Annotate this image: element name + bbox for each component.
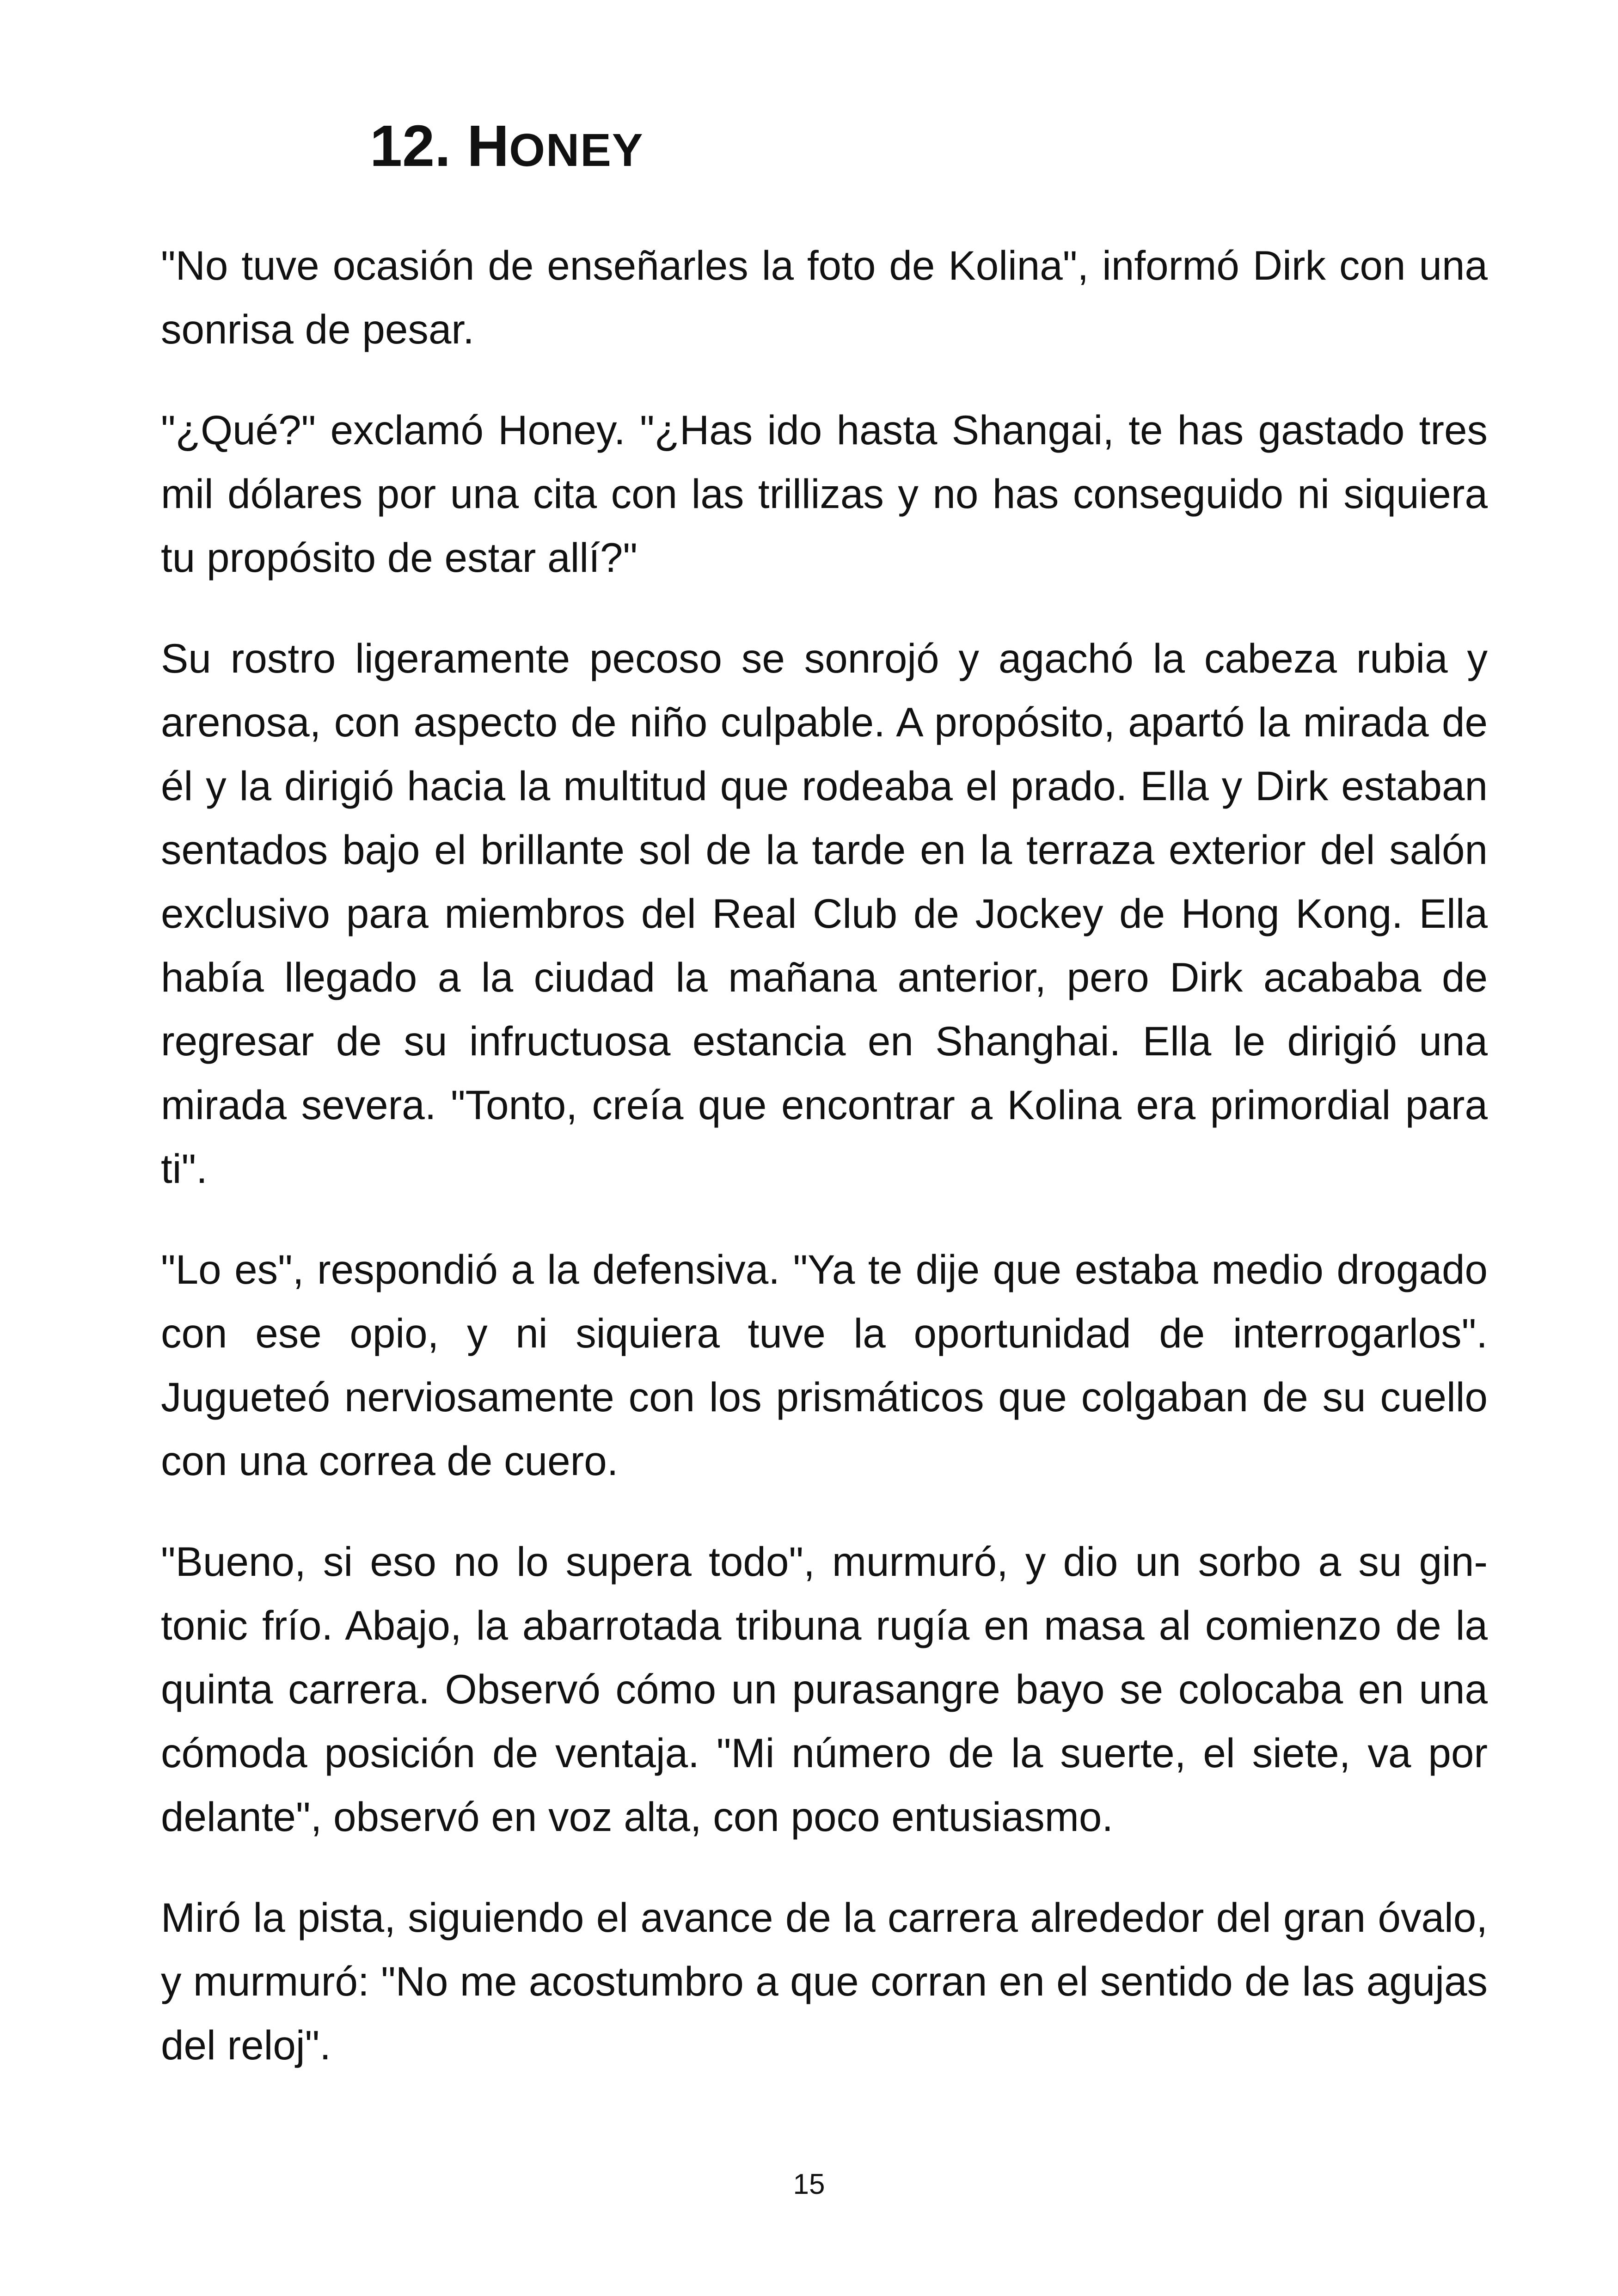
chapter-number: 12.: [370, 113, 451, 178]
page-number: 15: [793, 2168, 825, 2200]
paragraph-1: "No tuve ocasión de enseñarles la foto de Kolina", informó Dirk con una sonrisa de pesar.: [161, 242, 1488, 352]
paragraph-5: "Bueno, si eso no lo supera todo", murmuró, y dio un sorbo a su gin-tonic frío. Abajo, la abarrotada tribuna rugía en masa al comienzo de la quinta carrera. Observó cómo un purasangre bayo se colocaba en una cómoda posición de ventaja. "Mi número de la suerte, el siete, va por delante", observó en voz alta, con poco entusiasmo.: [161, 1538, 1488, 1840]
paragraph-3: Su rostro ligeramente pecoso se sonrojó y agachó la cabeza rubia y arenosa, con aspecto de niño culpable. A propósito, apartó la mirada de él y la dirigió hacia la multitud que rodeaba el prado. Ella y Dirk estaban sentados bajo el brillante sol de la tarde en la terraza exterior del salón exclusivo para miembros del Real Club de Jockey de Hong Kong. Ella había llegado a la ciudad la mañana anterior, pero Dirk acababa de regresar de su infructuosa estancia en Shanghai. Ella le dirigió una mirada severa. "Tonto, creía que encontrar a Kolina era primordial para ti".: [161, 635, 1488, 1192]
paragraph-4: "Lo es", respondió a la defensiva. "Ya te dije que estaba medio drogado con ese opio, y ni siquiera tuve la oportunidad de interrogarlos". Jugueteó nerviosamente con los prismáticos que colgaban de su cuello con una correa de cuero.: [161, 1246, 1488, 1484]
paragraph-2: "¿Qué?" exclamó Honey. "¿Has ido hasta Shangai, te has gastado tres mil dólares por una cita con las trillizas y no has conseguido ni siquiera tu propósito de estar allí?": [161, 407, 1488, 581]
paragraph-6: Miró la pista, siguiendo el avance de la carrera alrededor del gran óvalo, y murmuró: "No me acostumbro a que corran en el sentido de las agujas del reloj".: [161, 1894, 1488, 2068]
body-text: [161, 233, 1488, 2114]
chapter-title-rest: ONEY: [509, 124, 644, 176]
chapter-title: [370, 111, 644, 181]
chapter-title-initial: H: [467, 113, 509, 178]
